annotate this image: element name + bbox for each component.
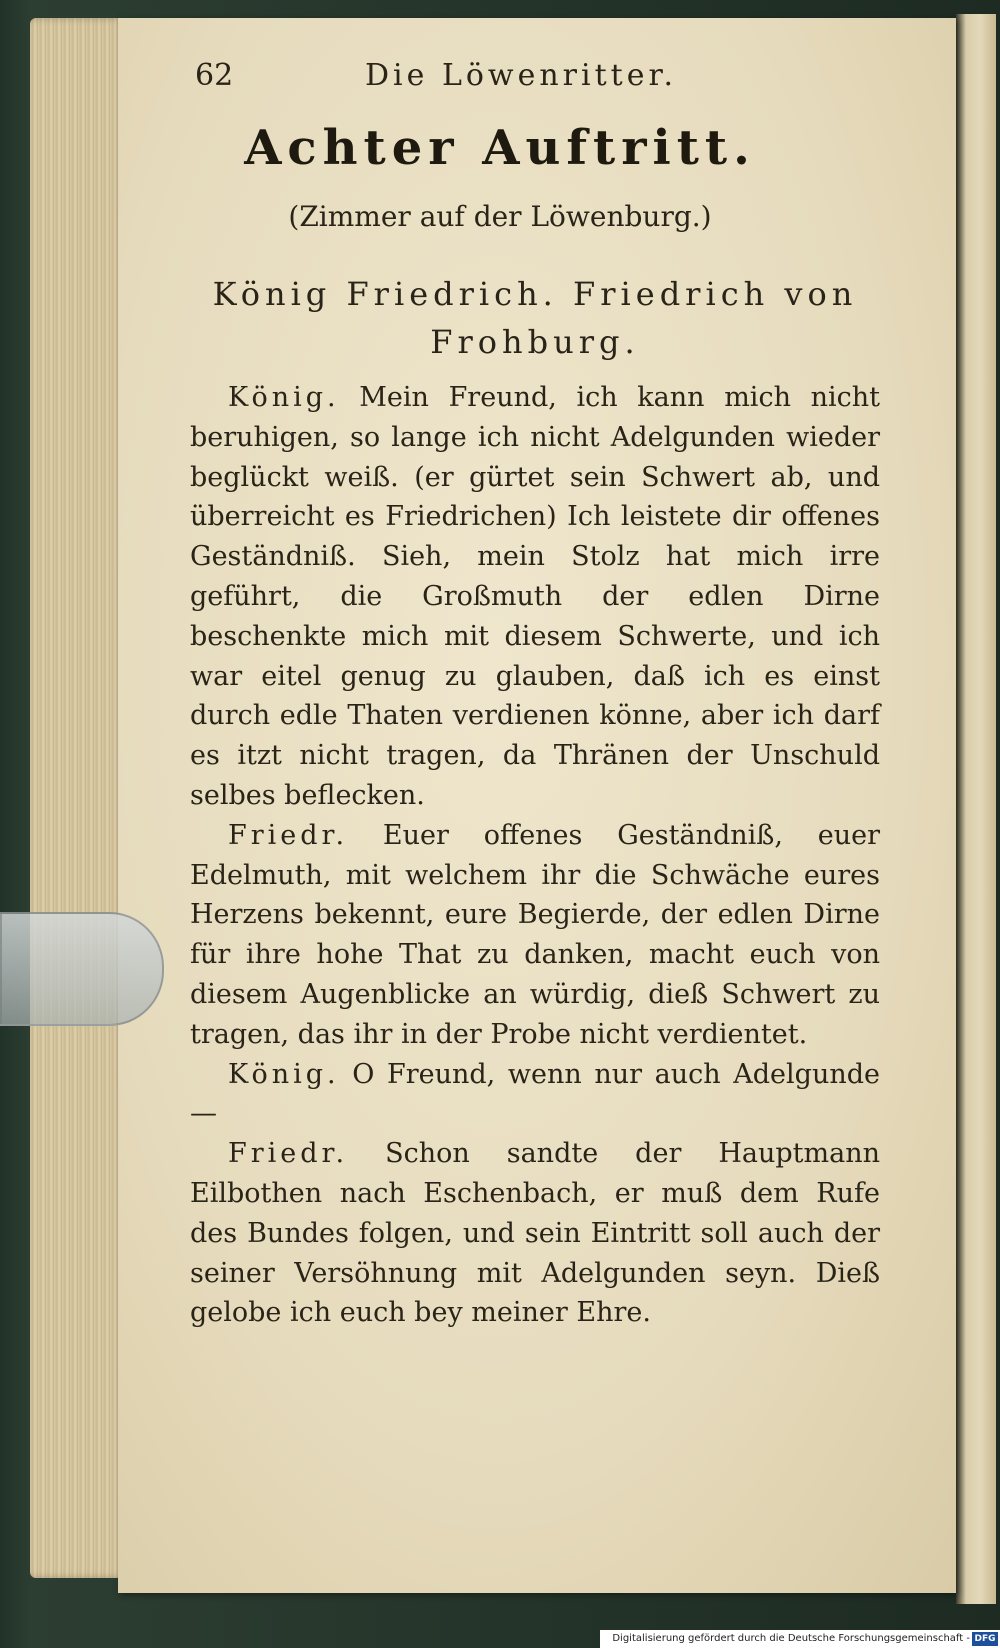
dialogue-text: Euer offenes Geständniß, euer Edelmuth, mit welchem ihr die Schwäche eures Herzens bekennt, eure Begierde, der edlen Dirne für ihre hohe That zu danken, macht euch von diesem Augenblicke an würdig, dieß Schwert zu tragen, das ihr in der Probe nicht verdientet. [190, 819, 880, 1050]
character-list: König Friedrich. Friedrich von Frohburg. [212, 275, 858, 361]
page-header [195, 54, 815, 104]
dialogue-text: Schon sandte der Hauptmann Eilbothen nach Eschenbach, er muß dem Rufe des Bundes folgen, und sein Eintritt soll auch der seiner Versöhnung mit Adelgunden seyn. Dieß gelobe ich euch bey meiner Ehre. [190, 1138, 880, 1329]
credit-text: Digitalisierung gefördert durch die Deutsche Forschungsgemeinschaft - [612, 1633, 970, 1644]
dialogue-paragraph [190, 1055, 880, 1135]
digitization-credit [600, 1630, 1000, 1648]
dialogue-text: O Freund, wenn nur auch Adelgunde — [190, 1058, 880, 1130]
stage-direction: (Zimmer auf der Löwenburg.) [288, 200, 712, 233]
dialogue-paragraph [190, 816, 880, 1055]
speaker-name: Friedr. [228, 1138, 349, 1170]
dfg-logo: DFG [972, 1632, 998, 1646]
scene-title: Achter Auftritt. [244, 120, 756, 176]
dialogue-text: Mein Freund, ich kann mich nicht beruhigen, so lange ich nicht Adelgunden wieder beglückt weiß. (er gürtet sein Schwert ab, und überreicht es Friedrichen) Ich leistete dir offenes Geständniß. Sieh, mein Stolz hat mich irre geführt, die Großmuth der edlen Dirne beschenkte mich mit diesem Schwerte, und ich war eitel genug zu glauben, daß ich es einst durch edle Thaten verdienen könne, aber ich darf es itzt nicht tragen, da Thränen der Unschuld selbes beflecken. [190, 382, 880, 811]
page-number: 62 [195, 58, 234, 93]
right-page-edge [956, 14, 996, 1604]
speaker-name: König. [228, 1058, 340, 1090]
dialogue-paragraph [190, 1134, 880, 1333]
running-title: Die Löwenritter. [365, 58, 678, 93]
speaker-name: König. [228, 382, 340, 413]
glass-bookmark-clip [0, 912, 164, 1026]
page-stack-edge [30, 18, 130, 1578]
dialogue-body [190, 378, 880, 1333]
dialogue-paragraph [190, 378, 880, 816]
speaker-name: Friedr. [228, 819, 349, 851]
